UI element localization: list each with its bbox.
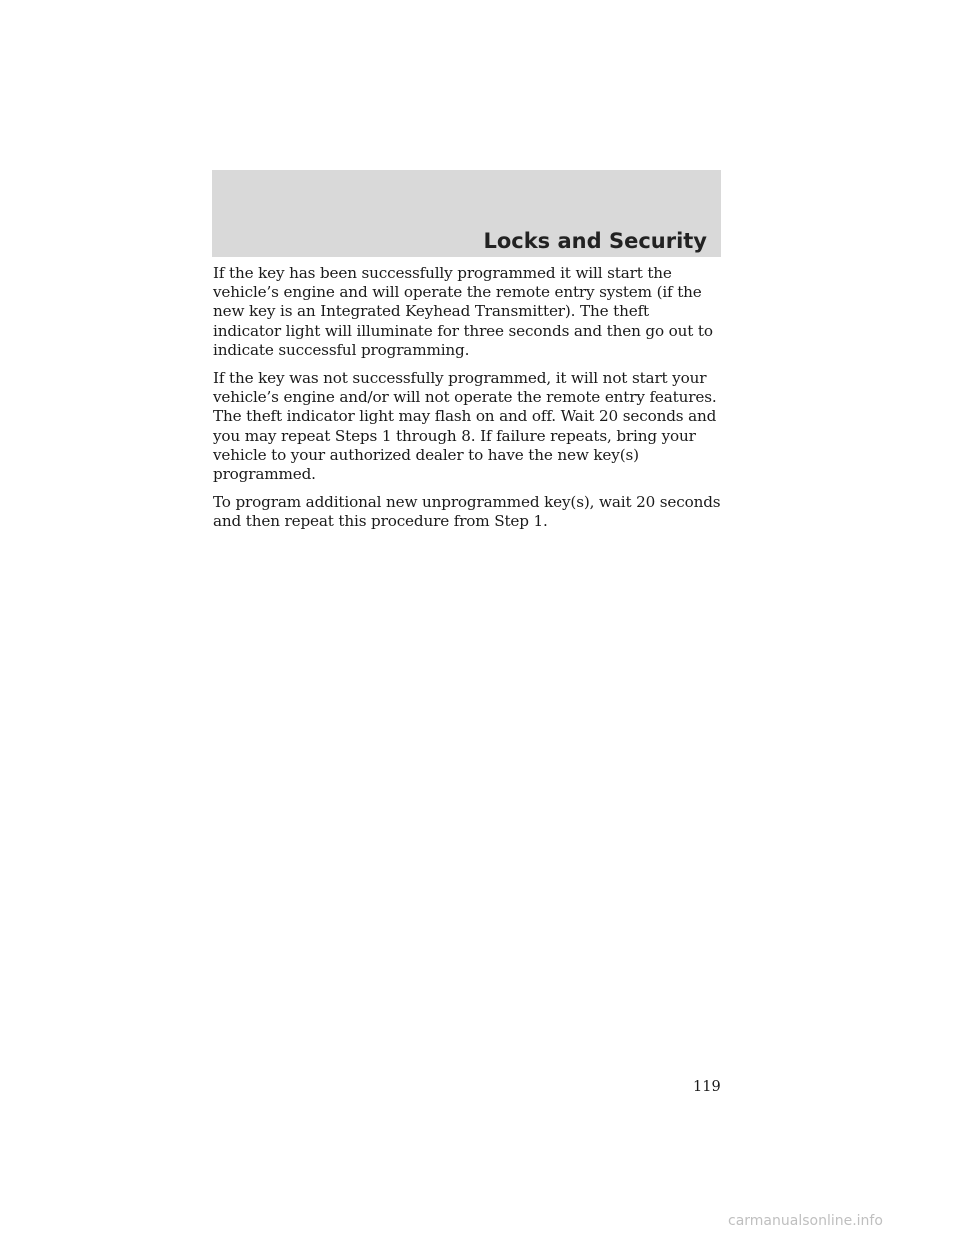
paragraph-additional-keys: To program additional new unprogrammed key(s), wait 20 seconds and then repeat this procedure from Step 1. xyxy=(213,493,721,531)
section-header-band xyxy=(212,170,721,257)
watermark-text: carmanualsonline.info xyxy=(728,1213,883,1229)
paragraph-unsuccessful-programming: If the key was not successfully programmed, it will not start your vehicle’s engine and/or will not operate the remote entry features. The theft indicator light may flash on and off. Wait 20 seconds and you may repeat Steps 1 through 8. If failure repeats, bring your vehicle to your authorized dealer to have the new key(s) programmed. xyxy=(213,369,717,484)
section-title: Locks and Security xyxy=(483,229,707,253)
page-number: 119 xyxy=(693,1079,721,1095)
body-text xyxy=(213,264,721,541)
paragraph-successful-programming: If the key has been successfully programmed it will start the vehicle’s engine and will operate the remote entry system (if the new key is an Integrated Keyhead Transmitter). The theft indicator light will illuminate for three seconds and then go out to indicate successful programming. xyxy=(213,264,713,359)
